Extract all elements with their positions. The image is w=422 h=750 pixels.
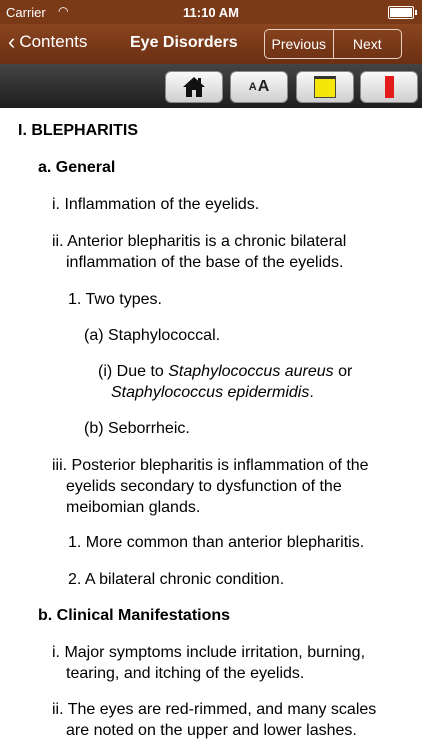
prev-next-control [264, 29, 402, 59]
list-item: 1. Two types. [68, 291, 162, 308]
list-item: i. Major symptoms include irritation, burning, [52, 644, 366, 661]
list-item: 1. More common than anterior blepharitis. [68, 534, 365, 551]
section-heading: I. BLEPHARITIS [18, 122, 139, 139]
list-item: (b) Seborrheic. [84, 420, 190, 437]
list-item: ii. Anterior blepharitis is a chronic bilateral [52, 233, 347, 250]
list-item-continuation: eyelids secondary to dysfunction of the [66, 478, 342, 495]
list-item: 2. A bilateral chronic condition. [68, 571, 285, 588]
list-item: iii. Posterior blepharitis is inflammation of the [52, 457, 369, 474]
list-item-continuation: are noted on the upper and lower lashes. [66, 722, 357, 739]
list-item: i. Inflammation of the eyelids. [52, 196, 260, 213]
bookmark-icon [385, 76, 394, 98]
carrier-label: Carrier [6, 5, 46, 20]
chevron-left-icon: ‹ [8, 29, 16, 54]
notes-button[interactable] [296, 71, 354, 103]
sticky-note-icon [314, 76, 336, 98]
back-button-label: Contents [19, 32, 88, 51]
list-item-continuation: tearing, and itching of the eyelids. [66, 665, 305, 682]
subsection-heading: a. General [38, 159, 116, 176]
list-item: ii. The eyes are red-rimmed, and many scales [52, 701, 377, 718]
status-bar [0, 0, 422, 24]
previous-button[interactable]: Previous [271, 36, 326, 52]
home-button[interactable] [165, 71, 223, 103]
list-item: (a) Staphylococcal. [84, 327, 221, 344]
subsection-heading: b. Clinical Manifestations [38, 607, 231, 624]
status-time: 11:10 AM [183, 5, 239, 20]
page-title: Eye Disorders [130, 34, 238, 51]
next-button[interactable]: Next [333, 30, 402, 58]
battery-icon [388, 6, 414, 19]
toolbar [0, 64, 422, 108]
wifi-icon: ◠ [58, 4, 69, 18]
list-item-continuation: meibomian glands. [66, 499, 201, 516]
home-icon [182, 76, 206, 98]
font-size-large-icon: A [257, 78, 270, 95]
list-item: (i) Due to Staphylococcus aureus or [98, 363, 353, 380]
navigation-bar [0, 24, 422, 64]
list-item-continuation: Staphylococcus epidermidis. [111, 384, 314, 401]
font-size-button[interactable] [230, 71, 288, 103]
bookmark-button[interactable] [360, 71, 418, 103]
list-item-continuation: inflammation of the base of the eyelids. [66, 254, 344, 271]
back-button[interactable] [8, 29, 88, 54]
font-size-small-icon: A [248, 81, 257, 93]
